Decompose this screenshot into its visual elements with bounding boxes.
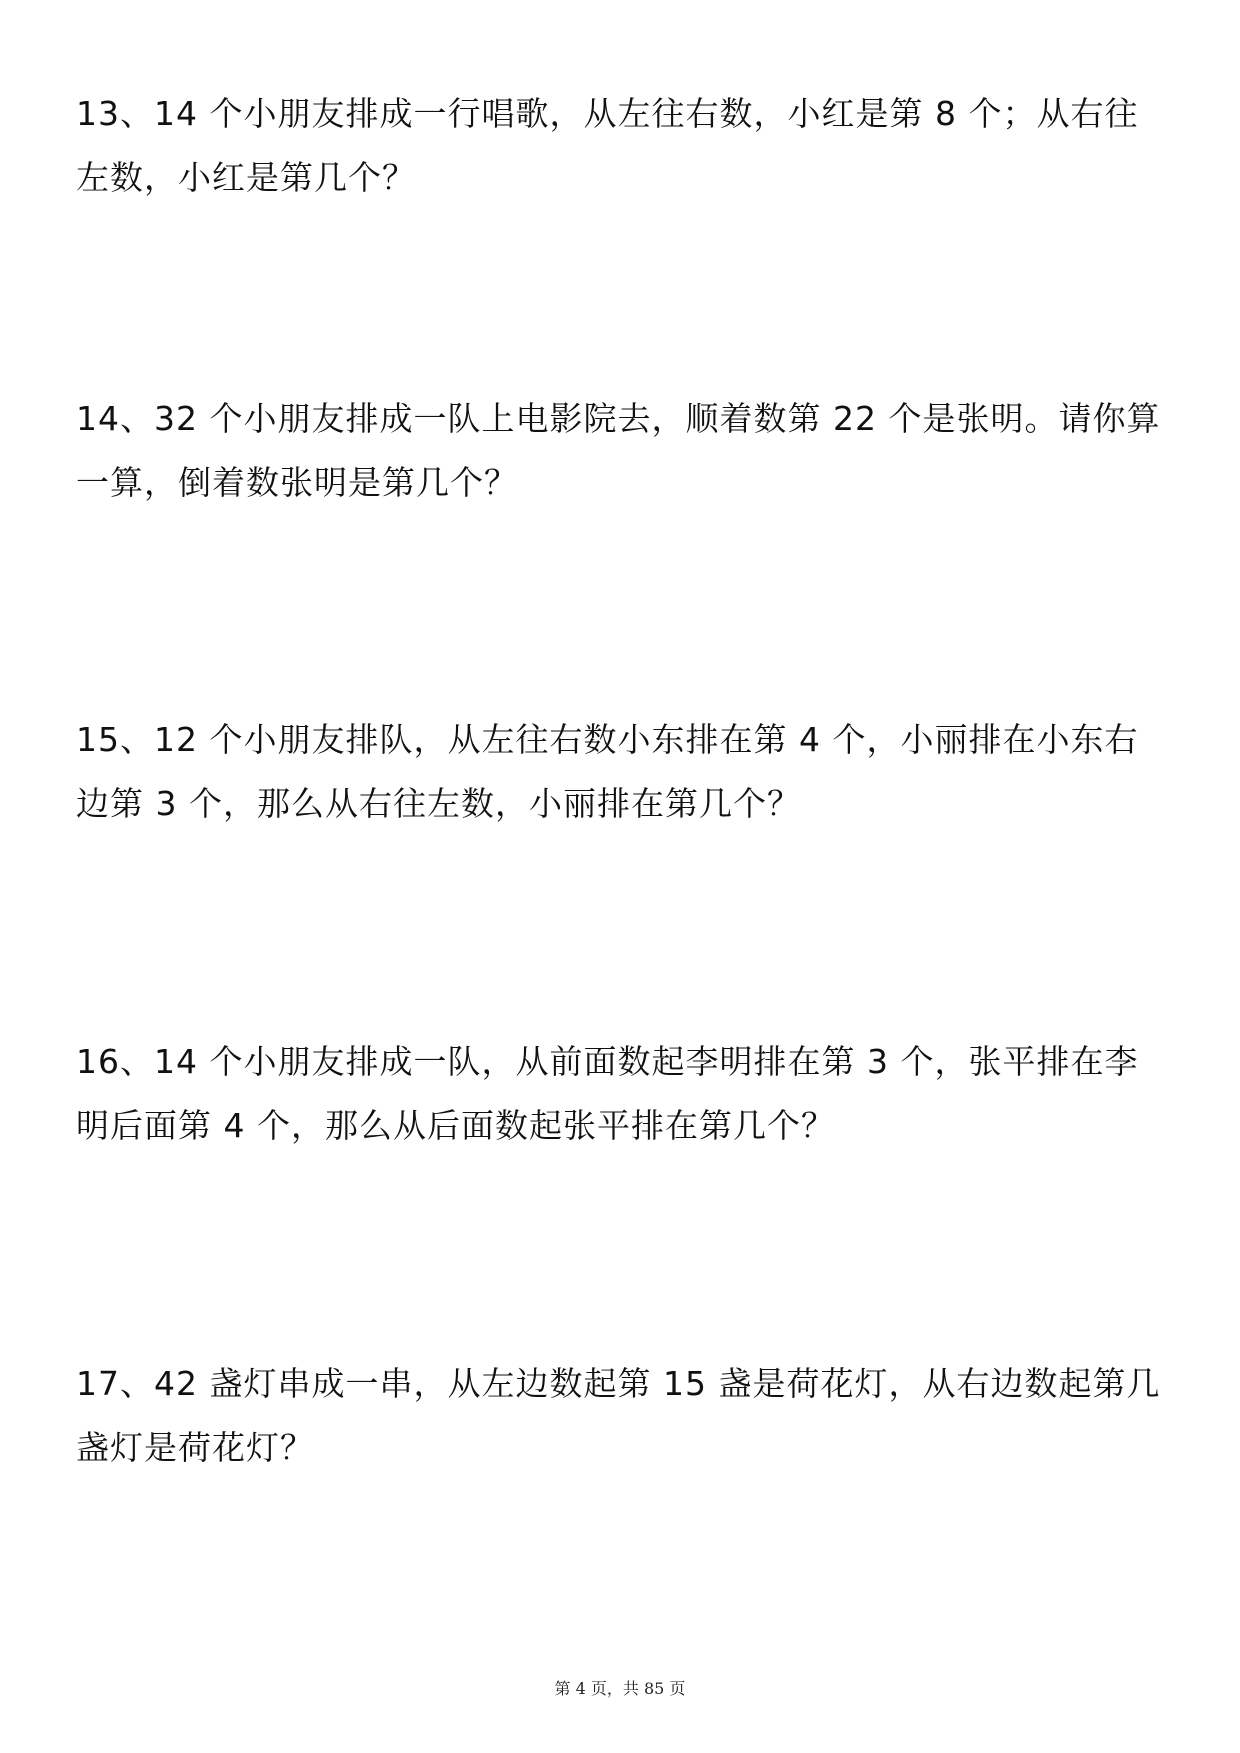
problem-15: 15、12 个小朋友排队，从左往右数小东排在第 4 个，小丽排在小东右边第 3 个，那么从右往左数，小丽排在第几个？ (76, 720, 1139, 823)
problem-13: 13、14 个小朋友排成一行唱歌，从左往右数，小红是第 8 个；从右往左数，小红是第几个？ (76, 94, 1139, 197)
problem-16: 16、14 个小朋友排成一队，从前面数起李明排在第 3 个，张平排在李明后面第 4 个，那么从后面数起张平排在第几个？ (76, 1042, 1139, 1145)
problem-17: 17、42 盏灯串成一串，从左边数起第 15 盏是荷花灯，从右边数起第几盏灯是荷花灯？ (76, 1364, 1161, 1467)
problem-14: 14、32 个小朋友排成一队上电影院去，顺着数第 22 个是张明。请你算一算，倒着数张明是第几个？ (76, 399, 1161, 502)
page-number-footer: 第 4 页，共 85 页 (554, 1679, 686, 1698)
